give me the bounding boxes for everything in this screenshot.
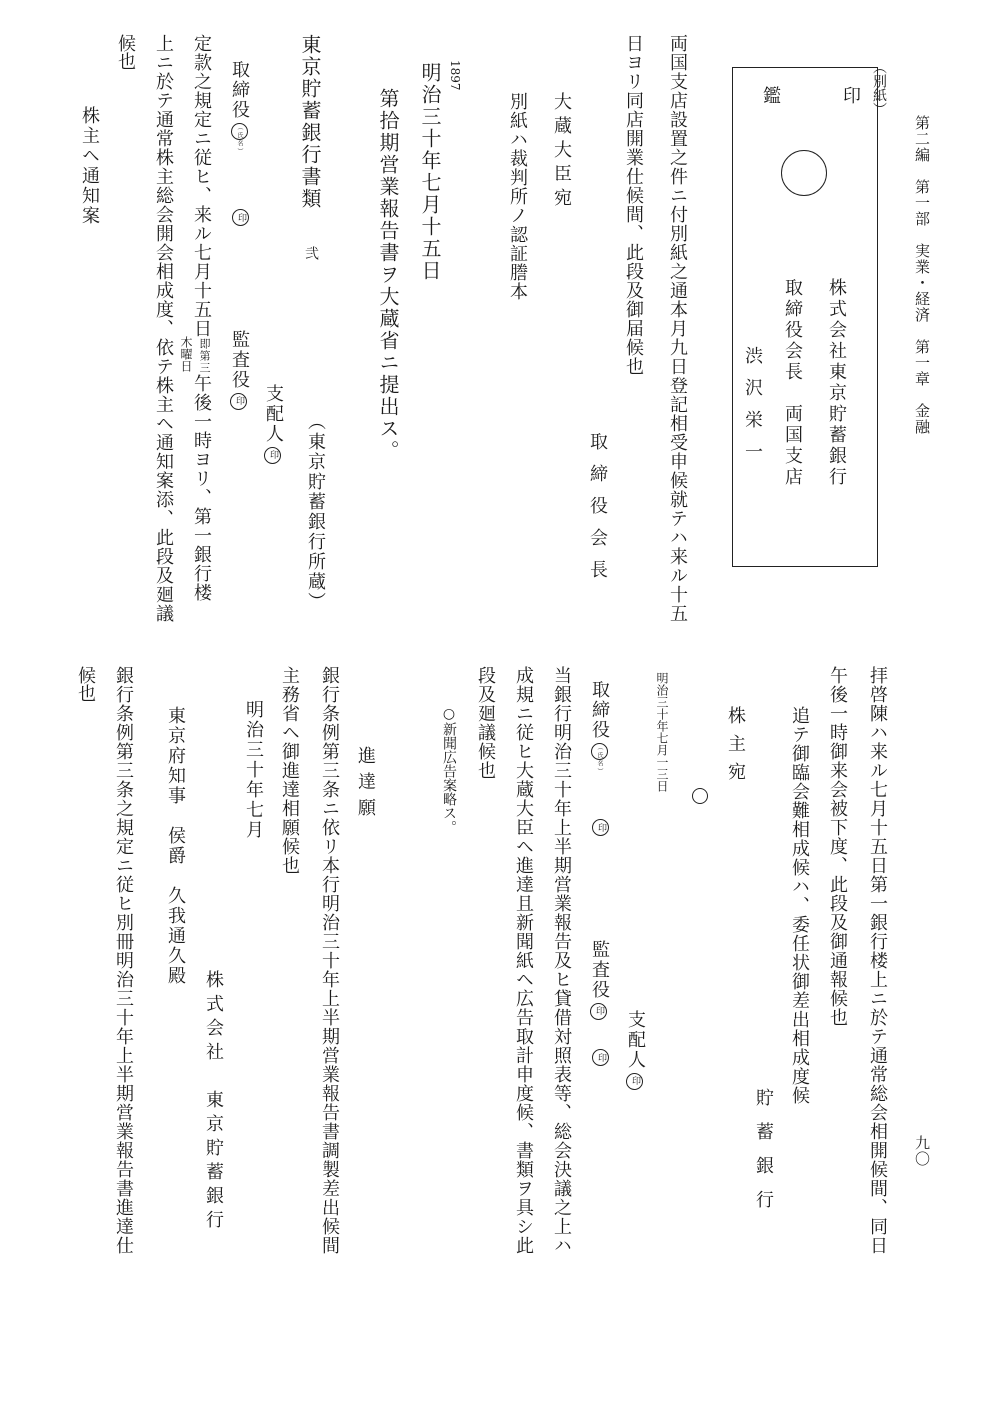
petition-line1: 銀行条例第三条ニ依リ本行明治三十年上半期営業報告書調製差出候間 [319, 666, 340, 1255]
branch-row: 取締役会長 両国支店 [782, 278, 803, 488]
seal-icon: 印 [626, 1073, 643, 1090]
seal-icon: 印 [232, 209, 249, 226]
manager-row-top [264, 384, 282, 467]
small-circle-icon [692, 788, 708, 804]
body2-line3: 候也 [115, 34, 136, 70]
seal-icon: 印 [592, 1049, 609, 1066]
manager-label: 支配人 [625, 1010, 646, 1070]
body3-line3: 段及廻議候也 [475, 666, 496, 780]
body2-line1 [192, 34, 210, 602]
petition-line2: 主務省ヘ御進達相願候也 [279, 666, 300, 875]
company-name: 株式会社東京貯蓄銀行 [826, 278, 847, 488]
name-seal-icon: （氏名） [231, 123, 248, 140]
manager-label: 支配人 [263, 384, 284, 444]
shareholder-notice-title: 株主ヘ通知案 [79, 106, 100, 226]
kan-label: 鑑 [760, 86, 781, 104]
auditor-label: 監査役 [229, 330, 250, 390]
entry-date: 明治三十年七月十五日 [418, 62, 442, 282]
body4-line2: 候也 [75, 666, 96, 702]
warichu-line2: 木曜日 [179, 336, 193, 372]
seal-specimen-box [732, 67, 878, 567]
body2-text-b: 午後一時ヨリ、第一銀行楼 [191, 374, 212, 602]
addressee-mof: 大蔵大臣宛 [551, 92, 572, 212]
seal-icon: 印 [592, 819, 609, 836]
notice-line3: 追テ御臨会難相成候ハ、委任状御差出相成度候 [789, 706, 810, 1105]
petition-company: 株式会社 東京貯蓄銀行 [203, 970, 224, 1234]
auditor-label: 監査役 [589, 940, 610, 1000]
seal-icon: 印 [590, 1003, 607, 1020]
name-seal-icon: （氏名） [591, 743, 608, 760]
seal-icon: 印 [264, 447, 281, 464]
warichu-note [198, 338, 210, 374]
director-label: 取締役 [229, 60, 250, 120]
chairman-name: 渋沢栄一 [742, 346, 763, 474]
auditor-seal-extra [592, 1046, 610, 1069]
body2-text-a: 定款之規定ニ従ヒ、来ル七月十五日 [191, 34, 212, 338]
seal-icon: 印 [230, 393, 247, 410]
auditor-row-top [230, 330, 248, 413]
body1-line1: 両国支店設置之件ニ付別紙之通本月九日登記相受申候就テハ来ル十五 [667, 34, 688, 623]
running-title: 第二編 第一部 実業・経済 第一章 金融 [913, 115, 931, 435]
officers-row-lower [589, 680, 610, 776]
body3-line1: 当銀行明治三十年上半期営業報告及ヒ貸借対照表等、総会決議之上ハ [551, 666, 572, 1255]
ad-omitted-note: ○新聞広告案略ス。 [441, 706, 457, 834]
director-label: 取締役 [589, 680, 610, 740]
officer-seal-top [232, 206, 250, 229]
petition-title: 進達願 [355, 746, 376, 824]
auditor-row-lower [590, 940, 608, 1023]
bank-name-lower: 貯蓄銀行 [753, 1088, 774, 1224]
body1-line2: 日ヨリ同店開業仕候間、此段及御届候也 [623, 34, 644, 376]
manager-row-lower [626, 1010, 644, 1093]
officer-seal-lower [592, 816, 610, 839]
body4-line1: 銀行条例第三条之規定ニ従ヒ別冊明治三十年上半期営業報告書進達仕 [113, 666, 134, 1255]
attachment-note: 別紙ハ裁判所ノ認証謄本 [507, 92, 528, 301]
source-holder: （東京貯蓄銀行所蔵） [305, 412, 326, 612]
signer: 取締役会長 [587, 432, 608, 592]
in-label: 印 [840, 86, 861, 104]
source-title: 東京貯蓄銀行書類 [298, 34, 322, 210]
officers-row-top [229, 60, 250, 156]
notice-line2: 午後一時御来会被下度、此段及御通報候也 [827, 666, 848, 1027]
year-ad: 1897 [448, 60, 462, 91]
warichu-a: 即第三 [198, 338, 211, 374]
body2-line2: 上ニ於テ通常株主総会開会相成度、依テ株主ヘ通知案添、此段及廻議 [153, 34, 174, 623]
bessi-label: （別紙） [871, 60, 887, 116]
page-number: 九〇 [913, 1135, 931, 1167]
notice-line1: 拝啓陳ハ来ル七月十五日第一銀行楼上ニ於テ通常総会相開候間、同日 [867, 666, 888, 1255]
addressee-shareholders: 株主宛 [725, 706, 746, 790]
body3-line2: 成規ニ従ヒ大蔵大臣ヘ進達且新聞紙ヘ広告取計申度候、書類ヲ具シ此 [513, 666, 534, 1255]
governor-addressee: 東京府知事 侯爵 久我通久殿 [165, 706, 186, 986]
entry-event: 第拾期営業報告書ヲ大蔵省ニ提出ス。 [376, 88, 400, 462]
source-number: 弐 [303, 246, 319, 260]
date-small: 明治三十年七月一三日 [655, 672, 669, 792]
seal-circle-icon [781, 150, 827, 196]
petition-date: 明治三十年七月 [243, 700, 264, 840]
